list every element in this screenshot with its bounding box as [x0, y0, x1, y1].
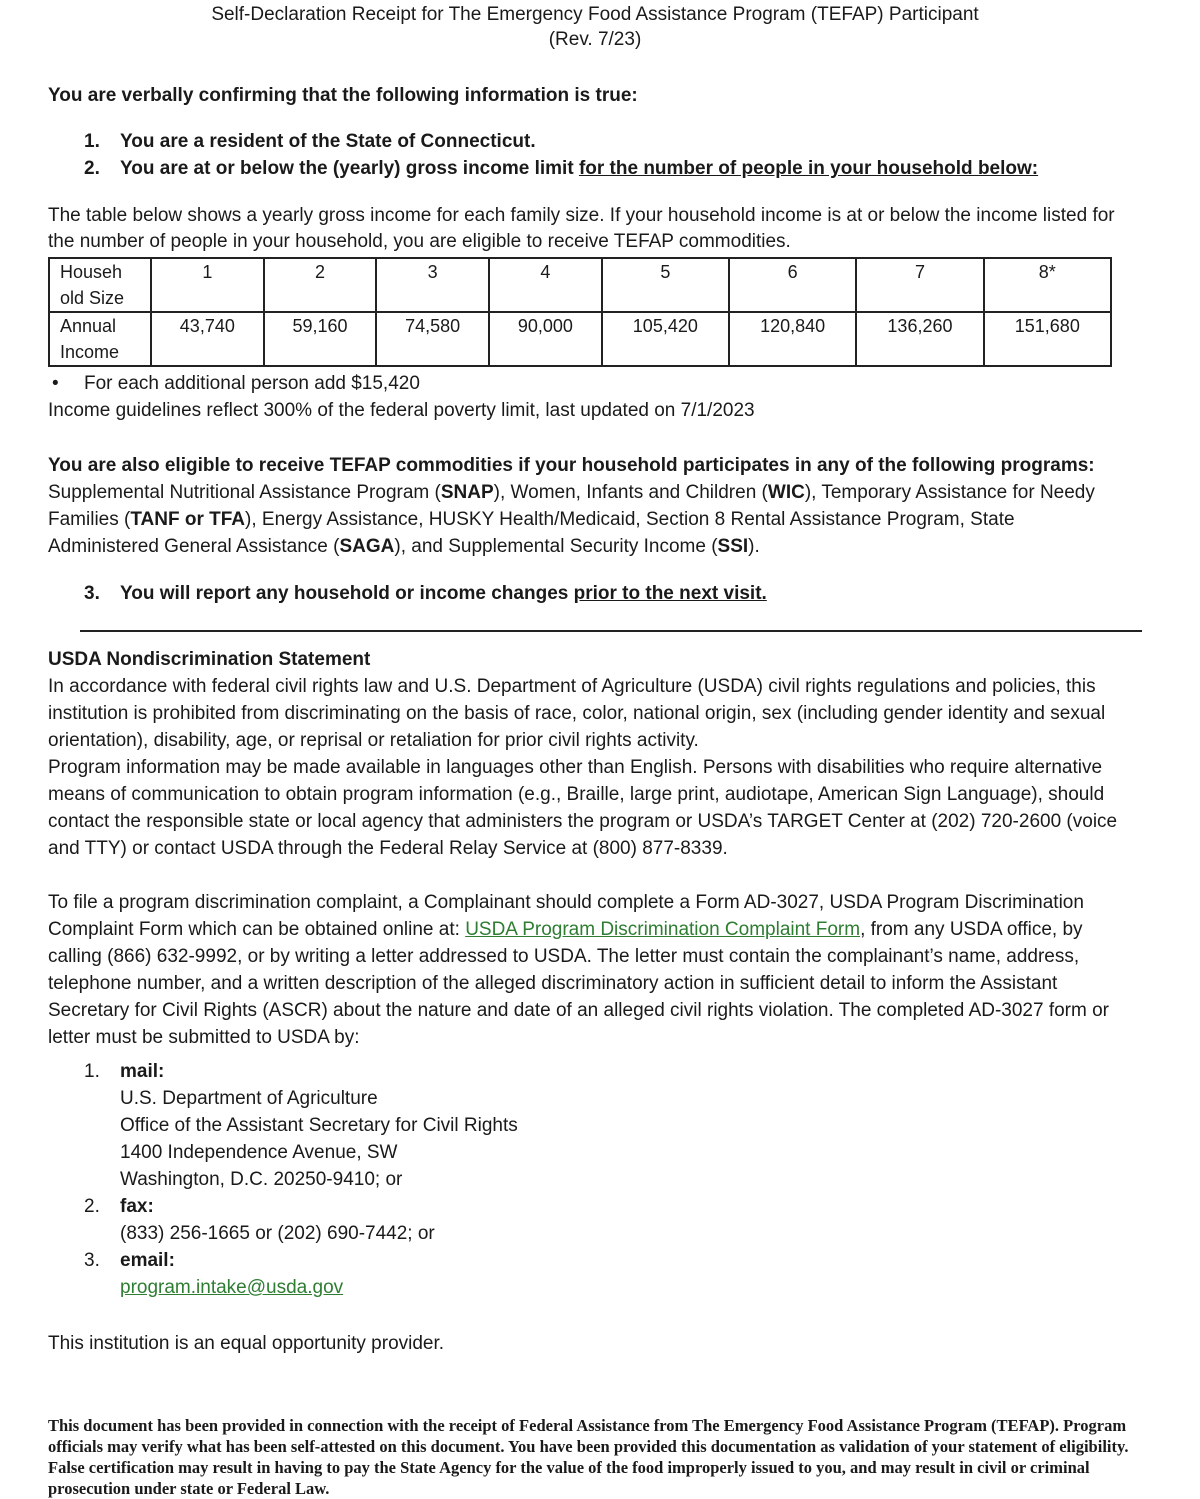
- size-cell: 7: [856, 258, 983, 312]
- condition-item: [48, 580, 1148, 607]
- income-cell: 74,580: [376, 312, 489, 366]
- document-title: [0, 2, 1190, 52]
- paragraph-text: , from any USDA office, by calling (866) 632-9992, or by writing a letter addressed to USDA. The letter must contain the complainant’s name, address, telephone number, and a written description of the alleged discriminatory action in sufficient detail to inform the Assistant Secretary for Civil Rights (ASCR) about the nature and date of an alleged civil rights violation. The completed AD-3027 form or letter must be submitted to USDA by:: [48, 919, 1110, 1048]
- program-abbrev: SAGA: [339, 536, 395, 557]
- methods-list: [48, 1247, 1148, 1274]
- condition-item: [48, 128, 1148, 155]
- condition-text-underlined: prior to the next visit.: [573, 583, 767, 604]
- address-line: U.S. Department of Agriculture: [120, 1088, 378, 1109]
- programs-text: ), and Supplemental Security Income (: [394, 536, 718, 557]
- programs-text: ), Energy Assistance, HUSKY Health/Medicaid, Section 8 Rental Assistance Program, State Administered General Assistance (: [48, 509, 1015, 557]
- size-cell: 6: [729, 258, 856, 312]
- size-cell: 5: [602, 258, 729, 312]
- program-abbrev: SSI: [717, 536, 749, 557]
- footer-disclaimer: This document has been provided in connection with the receipt of Federal Assistance from The Emergency Food Assistance Program (TEFAP). Program officials may verify what has been self-attested on this document. You have been provided this documentation as validation of your statement of eligibility. False certification may result in having to pay the State Agency for the value of the food improperly issued to you, and may result in civil or criminal prosecution under state or Federal Law.: [48, 1416, 1129, 1498]
- submission-methods: [48, 1058, 1148, 1301]
- income-cell: 59,160: [264, 312, 377, 366]
- income-guidelines: Income guidelines reflect 300% of the federal poverty limit, last updated on 7/1/2023: [48, 400, 755, 421]
- programs-text: ), Women, Infants and Children (: [493, 482, 768, 503]
- program-abbrev: SNAP: [440, 482, 494, 503]
- programs-text: Supplemental Nutritional Assistance Program (: [48, 482, 441, 503]
- income-cell: 105,420: [602, 312, 729, 366]
- condition-number: 2.: [84, 158, 100, 179]
- usda-paragraph-1: In accordance with federal civil rights law and U.S. Department of Agriculture (USDA) civil rights regulations and policies, this institution is prohibited from discriminating on the basis of race, color, national origin, sex (including gender identity and sexual orientation), disability, age, or reprisal or retaliation for prior civil rights activity.: [48, 676, 1106, 751]
- address-line: Office of the Assistant Secretary for Civil Rights: [120, 1115, 518, 1136]
- also-eligible-lead: You are also eligible to receive TEFAP commodities if your household participates in any of the following programs:: [48, 455, 1095, 476]
- section-divider: [80, 630, 1142, 632]
- method-number: 2.: [84, 1196, 100, 1217]
- title-line-1: Self-Declaration Receipt for The Emergency Food Assistance Program (TEFAP) Participant: [211, 4, 979, 25]
- condition-number: 1.: [84, 131, 100, 152]
- table-intro: The table below shows a yearly gross income for each family size. If your household income is at or below the income listed for the number of people in your household, you are eligible to receive TEFAP commodities.: [48, 205, 1115, 252]
- method-number: 3.: [84, 1250, 100, 1271]
- size-cell: 2: [264, 258, 377, 312]
- method-number: 1.: [84, 1061, 100, 1082]
- email-row: [48, 1274, 1148, 1301]
- methods-list: [48, 1058, 1148, 1085]
- income-cell: 136,260: [856, 312, 983, 366]
- income-cell: 43,740: [151, 312, 264, 366]
- program-abbrev: TANF or TFA: [130, 509, 246, 530]
- method-item: [48, 1247, 1148, 1274]
- address-line: Washington, D.C. 20250-9410; or: [120, 1169, 403, 1190]
- income-cell: 120,840: [729, 312, 856, 366]
- usda-heading: USDA Nondiscrimination Statement: [48, 649, 371, 670]
- programs-text: ), Temporary Assistance for Needy Families (: [48, 482, 1095, 530]
- fax-value: (833) 256-1665 or (202) 690-7442; or: [120, 1223, 435, 1244]
- email-link[interactable]: program.intake@usda.gov: [120, 1277, 344, 1298]
- usda-paragraph-3: [48, 889, 1123, 1051]
- condition-text: You are at or below the (yearly) gross income limit: [120, 158, 579, 179]
- income-cell: 90,000: [489, 312, 602, 366]
- size-cell: 4: [489, 258, 602, 312]
- condition-item: [48, 155, 1148, 182]
- size-cell: 1: [151, 258, 264, 312]
- also-eligible-paragraph: [48, 452, 1128, 560]
- title-line-2: (Rev. 7/23): [548, 29, 642, 50]
- programs-text: ).: [748, 536, 760, 557]
- equal-opportunity-statement: This institution is an equal opportunity provider.: [48, 1333, 445, 1354]
- condition-text-underlined: for the number of people in your household below:: [578, 158, 1039, 179]
- intro-statement: You are verbally confirming that the following information is true:: [48, 85, 638, 106]
- condition-text: You will report any household or income changes: [120, 583, 574, 604]
- condition-text: You are a resident of the State of Connecticut.: [120, 131, 536, 152]
- bullet-icon: •: [52, 373, 59, 394]
- income-cell: 151,680: [984, 312, 1111, 366]
- method-label: mail:: [120, 1061, 165, 1082]
- additional-person-note: For each additional person add $15,420: [84, 373, 420, 394]
- condition-3-list: [48, 580, 1148, 607]
- program-abbrev: WIC: [767, 482, 805, 503]
- size-cell: 8*: [984, 258, 1111, 312]
- annual-income-label: Annual Income: [49, 312, 151, 366]
- condition-number: 3.: [84, 583, 100, 604]
- income-table: [48, 257, 1112, 367]
- paragraph-text: To file a program discrimination complaint, a Complainant should complete a Form AD-3027, USDA Program Discrimination Complaint Form which can be obtained online at:: [48, 892, 1084, 940]
- address-line: 1400 Independence Avenue, SW: [120, 1142, 398, 1163]
- method-item: [48, 1193, 1148, 1220]
- conditions-list: [48, 128, 1148, 182]
- method-label: fax:: [120, 1196, 154, 1217]
- complaint-form-link[interactable]: USDA Program Discrimination Complaint Form: [465, 919, 861, 940]
- usda-paragraph-2: Program information may be made available in languages other than English. Persons with disabilities who require alternative means of communication to obtain program information (e.g., Braille, large print, audiotape, American Sign Language), should contact the responsible state or local agency that administers the program or USDA’s TARGET Center at (202) 720-2600 (voice and TTY) or contact USDA through the Federal Relay Service at (800) 877-8339.: [48, 757, 1118, 859]
- size-cell: 3: [376, 258, 489, 312]
- household-size-label: Househ old Size: [49, 258, 151, 312]
- methods-list: [48, 1193, 1148, 1220]
- method-item: [48, 1058, 1148, 1085]
- method-label: email:: [120, 1250, 175, 1271]
- table-row: [49, 312, 1111, 366]
- table-row: [49, 258, 1111, 312]
